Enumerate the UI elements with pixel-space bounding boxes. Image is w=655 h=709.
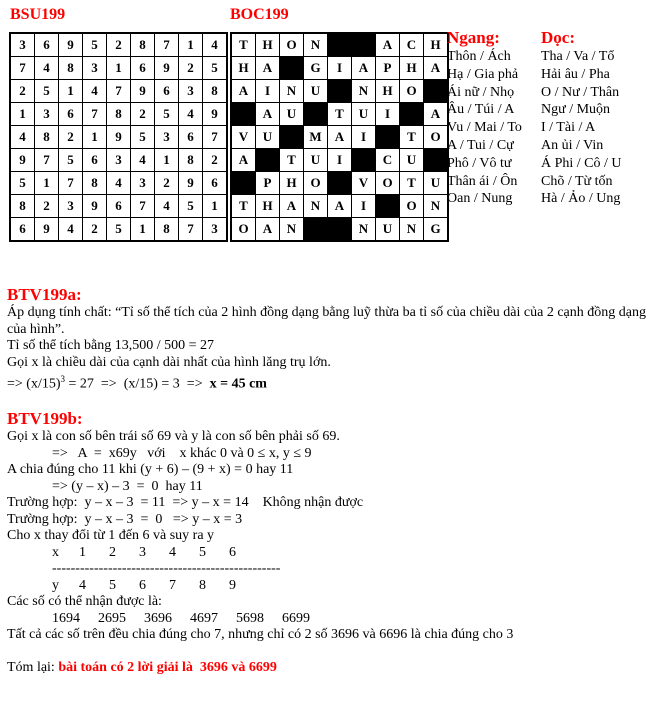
clue-down-item: Tha / Va / Tổ (541, 49, 615, 64)
crossword-cell: T (400, 172, 424, 195)
sudoku-cell: 4 (59, 218, 83, 242)
sudoku-cell: 4 (10, 126, 35, 149)
sudoku-cell: 3 (203, 218, 228, 242)
sudoku-cell: 2 (179, 57, 203, 80)
btv-a-line: Gọi x là chiều dài của cạnh dài nhất của hình lăng trụ lớn. (7, 354, 331, 370)
clue-down-item: Á Phi / Cô / U (541, 155, 622, 171)
sudoku-cell: 4 (83, 80, 107, 103)
sudoku-cell: 4 (179, 103, 203, 126)
sudoku-cell: 3 (179, 80, 203, 103)
crossword-black-cell (424, 149, 449, 172)
crossword-black-cell (256, 149, 280, 172)
x-values-row (7, 545, 647, 562)
crossword-cell: G (424, 218, 449, 242)
clue-down-item: An ủi / Vin (541, 137, 604, 153)
sudoku-cell: 3 (59, 195, 83, 218)
crossword-cell: H (280, 172, 304, 195)
sudoku-cell: 3 (107, 149, 131, 172)
clues-across-title: Ngang: (447, 28, 500, 47)
crossword-row (231, 103, 448, 126)
crossword-cell: H (376, 80, 400, 103)
crossword-cell: M (304, 126, 328, 149)
btv-b-line: Tất cả các số trên đều chia đúng cho 7, nhưng chỉ có 2 số 3696 và 6696 là chia đúng cho 3 (7, 627, 514, 642)
crossword-cell: T (400, 126, 424, 149)
sudoku-cell: 9 (35, 218, 59, 242)
sudoku-cell: 8 (179, 149, 203, 172)
clue-across-item: Thân ái / Ôn (447, 173, 518, 189)
crossword-cell: I (328, 57, 352, 80)
crossword-row (231, 218, 448, 242)
crossword-cell: A (231, 149, 256, 172)
clue-down-item: I / Tài / A (541, 120, 596, 136)
sudoku-row (10, 149, 227, 172)
crossword-cell: O (400, 195, 424, 218)
crossword-black-cell (328, 33, 352, 57)
btv-b-line: A chia đúng cho 11 khi (y + 6) – (9 + x) = 0 hay 11 (7, 462, 294, 477)
crossword-row (231, 33, 448, 57)
sudoku-cell: 3 (35, 103, 59, 126)
sudoku-cell: 3 (155, 126, 179, 149)
candidate-number: 4697 (190, 610, 218, 626)
btv-a-section (7, 285, 647, 393)
crossword-cell: N (280, 218, 304, 242)
sudoku-row (10, 103, 227, 126)
crossword-cell: U (304, 149, 328, 172)
crossword-cell: A (424, 103, 449, 126)
crossword-cell: P (376, 57, 400, 80)
clue-across-item: Hạ / Gia phả (447, 66, 519, 82)
sudoku-cell: 7 (155, 33, 179, 57)
sudoku-row (10, 218, 227, 242)
summary-answer: bài toán có 2 lời giải là 3696 và 6699 (58, 659, 277, 675)
y-value: 4 (79, 577, 86, 593)
crossword-black-cell (304, 103, 328, 126)
clue-across-item: Ái nữ / Nhọ (447, 84, 515, 100)
sudoku-cell: 1 (131, 218, 155, 242)
sudoku-cell: 3 (83, 57, 107, 80)
crossword-black-cell (328, 172, 352, 195)
sudoku-cell: 1 (10, 103, 35, 126)
y-value: 8 (199, 577, 206, 593)
sudoku-cell: 4 (203, 33, 228, 57)
sudoku-cell: 7 (107, 80, 131, 103)
clue-down-item: Chõ / Từ tốn (541, 173, 613, 189)
crossword-cell: C (400, 33, 424, 57)
crossword-row (231, 57, 448, 80)
crossword-cell: A (231, 80, 256, 103)
clue-across-item: Oan / Nung (447, 191, 513, 207)
crossword-cell: U (280, 103, 304, 126)
crossword-cell: O (376, 172, 400, 195)
btv-b-line: => (y – x) – 3 = 0 hay 11 (52, 478, 203, 494)
x-value: 4 (169, 544, 176, 560)
crossword-cell: U (352, 103, 376, 126)
sudoku-cell: 6 (83, 149, 107, 172)
crossword-black-cell (328, 218, 352, 242)
clues-down-title: Dọc: (541, 28, 575, 47)
crossword-grid (230, 32, 449, 242)
crossword-black-cell (376, 126, 400, 149)
crossword-cell: H (424, 33, 449, 57)
crossword-cell: N (352, 80, 376, 103)
x-value: 5 (199, 544, 206, 560)
sudoku-cell: 7 (10, 57, 35, 80)
sudoku-cell: 8 (10, 195, 35, 218)
clue-down-item: Ngư / Muộn (541, 102, 611, 118)
crossword-cell: I (352, 195, 376, 218)
crossword-black-cell (424, 80, 449, 103)
crossword-cell: O (280, 33, 304, 57)
crossword-cell: A (424, 57, 449, 80)
candidate-number: 1694 (52, 610, 80, 626)
answer-a: x = 45 cm (209, 376, 267, 392)
sudoku-cell: 9 (179, 172, 203, 195)
crossword-black-cell (304, 218, 328, 242)
sudoku-cell: 5 (131, 126, 155, 149)
sudoku-cell: 5 (10, 172, 35, 195)
crossword-cell: P (256, 172, 280, 195)
crossword-title: BOC199 (230, 6, 289, 23)
crossword-black-cell (352, 149, 376, 172)
crossword-cell: V (231, 126, 256, 149)
crossword-black-cell (376, 195, 400, 218)
sudoku-cell: 6 (35, 33, 59, 57)
sudoku-cell: 4 (107, 172, 131, 195)
sudoku-cell: 7 (179, 218, 203, 242)
crossword-cell: H (231, 57, 256, 80)
crossword-black-cell (231, 103, 256, 126)
crossword-black-cell (280, 57, 304, 80)
btv-b-line: Cho x thay đổi từ 1 đến 6 và suy ra y (7, 528, 215, 543)
divider-dashes: ------------------------------------------------- (52, 561, 281, 576)
crossword-cell: U (424, 172, 449, 195)
crossword-cell: A (376, 33, 400, 57)
sudoku-cell: 1 (107, 57, 131, 80)
sudoku-cell: 8 (155, 218, 179, 242)
x-value: 1 (79, 544, 86, 560)
crossword-cell: H (256, 33, 280, 57)
crossword-cell: N (424, 195, 449, 218)
crossword-cell: N (304, 33, 328, 57)
clue-across-item: Âu / Túi / A (447, 102, 515, 118)
sudoku-cell: 2 (35, 195, 59, 218)
y-value: 7 (169, 577, 176, 593)
sudoku-row (10, 172, 227, 195)
clue-down-item: Hải âu / Pha (541, 66, 610, 82)
clue-down-item: Hà / Ảo / Ung (541, 191, 621, 207)
crossword-cell: A (280, 195, 304, 218)
sudoku-cell: 7 (35, 149, 59, 172)
sudoku-cell: 2 (155, 172, 179, 195)
crossword-cell: A (328, 195, 352, 218)
crossword-cell: A (256, 103, 280, 126)
sudoku-cell: 2 (203, 149, 228, 172)
sudoku-cell: 6 (203, 172, 228, 195)
btv-b-line: Gọi x là con số bên trái số 69 và y là con số bên phải số 69. (7, 429, 340, 444)
btv-a-line: Áp dụng tính chất: “Tỉ số thể tích của 2 hình đồng dạng bằng luỹ thừa ba tỉ số của chiều dài của 2 cạnh đồng dạng của hình”. (7, 305, 646, 337)
sudoku-cell: 2 (59, 126, 83, 149)
crossword-black-cell (352, 33, 376, 57)
clues-down (541, 28, 622, 208)
sudoku-cell: 6 (107, 195, 131, 218)
sudoku-cell: 8 (35, 126, 59, 149)
sudoku-cell: 3 (131, 172, 155, 195)
btv-b-line: Trường hợp: y – x – 3 = 11 => y – x = 14 Không nhận được (7, 495, 364, 510)
sudoku-cell: 7 (59, 172, 83, 195)
crossword-cell: I (376, 103, 400, 126)
btv-a-conclusion (7, 371, 647, 393)
clue-across-item: Phô / Vô tư (447, 155, 512, 171)
candidate-number: 3696 (144, 610, 172, 626)
crossword-black-cell (400, 103, 424, 126)
sudoku-cell: 6 (155, 80, 179, 103)
sudoku-cell: 5 (179, 195, 203, 218)
crossword-cell: V (352, 172, 376, 195)
crossword-cell: U (400, 149, 424, 172)
crossword-cell: O (304, 172, 328, 195)
y-value: 6 (139, 577, 146, 593)
sudoku-grid (9, 32, 228, 242)
sudoku-cell: 5 (35, 80, 59, 103)
btv-b-section (7, 409, 647, 676)
sudoku-row (10, 33, 227, 57)
sudoku-row (10, 195, 227, 218)
sudoku-cell: 8 (83, 172, 107, 195)
sudoku-cell: 9 (203, 103, 228, 126)
btv-b-line: Trường hợp: y – x – 3 = 0 => y – x = 3 (7, 511, 243, 527)
sudoku-cell: 6 (179, 126, 203, 149)
crossword-cell: U (304, 80, 328, 103)
crossword-cell: U (376, 218, 400, 242)
candidate-number: 2695 (98, 610, 126, 626)
crossword-cell: O (400, 80, 424, 103)
formula-exponent: 3 (60, 374, 66, 384)
crossword-row (231, 172, 448, 195)
sudoku-cell: 5 (83, 33, 107, 57)
crossword-cell: I (328, 149, 352, 172)
sudoku-cell: 1 (35, 172, 59, 195)
candidate-numbers (7, 611, 647, 628)
crossword-cell: O (424, 126, 449, 149)
y-value: 9 (229, 577, 236, 593)
sudoku-cell: 1 (179, 33, 203, 57)
btv-b-line: Các số có thể nhận được là: (7, 594, 162, 609)
clues-across (447, 28, 522, 208)
crossword-cell: I (256, 80, 280, 103)
sudoku-row (10, 126, 227, 149)
clue-across-item: A / Tui / Cự (447, 137, 514, 153)
sudoku-cell: 4 (131, 149, 155, 172)
crossword-black-cell (280, 126, 304, 149)
crossword-cell: U (256, 126, 280, 149)
sudoku-cell: 9 (107, 126, 131, 149)
sudoku-cell: 5 (155, 103, 179, 126)
sudoku-cell: 6 (10, 218, 35, 242)
sudoku-cell: 8 (131, 33, 155, 57)
sudoku-cell: 2 (107, 33, 131, 57)
sudoku-cell: 8 (203, 80, 228, 103)
crossword-cell: I (352, 126, 376, 149)
sudoku-cell: 7 (203, 126, 228, 149)
sudoku-cell: 9 (59, 33, 83, 57)
sudoku-title: BSU199 (10, 6, 66, 23)
formula-part: = 27 => (x/15) = 3 => (65, 376, 210, 392)
y-values-row (7, 578, 647, 595)
sudoku-cell: 6 (131, 57, 155, 80)
y-value: 5 (109, 577, 116, 593)
sudoku-row (10, 57, 227, 80)
sudoku-cell: 8 (59, 57, 83, 80)
x-value: 2 (109, 544, 116, 560)
crossword-cell: N (352, 218, 376, 242)
sudoku-cell: 1 (83, 126, 107, 149)
sudoku-cell: 3 (10, 33, 35, 57)
y-value: y (52, 577, 59, 593)
clue-down-item: O / Nư / Thân (541, 84, 620, 100)
crossword-cell: C (376, 149, 400, 172)
crossword-cell: A (328, 126, 352, 149)
sudoku-cell: 2 (83, 218, 107, 242)
formula-part: => (x/15) (7, 376, 61, 392)
sudoku-cell: 5 (59, 149, 83, 172)
btv-a-line: Tỉ số thể tích bằng 13,500 / 500 = 27 (7, 338, 214, 353)
sudoku-cell: 5 (203, 57, 228, 80)
sudoku-cell: 9 (10, 149, 35, 172)
sudoku-row (10, 80, 227, 103)
sudoku-cell: 8 (107, 103, 131, 126)
sudoku-cell: 7 (83, 103, 107, 126)
summary-label: Tóm lại: (7, 659, 59, 675)
candidate-number: 6699 (282, 610, 310, 626)
crossword-cell: T (231, 195, 256, 218)
crossword-row (231, 195, 448, 218)
crossword-cell: T (231, 33, 256, 57)
candidate-number: 5698 (236, 610, 264, 626)
sudoku-cell: 2 (131, 103, 155, 126)
btv-a-title: BTV199a: (7, 285, 82, 304)
sudoku-cell: 9 (131, 80, 155, 103)
crossword-cell: N (280, 80, 304, 103)
sudoku-cell: 1 (59, 80, 83, 103)
sudoku-cell: 6 (59, 103, 83, 126)
crossword-cell: T (328, 103, 352, 126)
crossword-row (231, 149, 448, 172)
sudoku-cell: 2 (10, 80, 35, 103)
sudoku-cell: 5 (107, 218, 131, 242)
clue-across-item: Vu / Mai / To (447, 120, 522, 136)
sudoku-cell: 4 (35, 57, 59, 80)
x-value: 3 (139, 544, 146, 560)
crossword-cell: N (304, 195, 328, 218)
crossword-cell: A (256, 218, 280, 242)
crossword-cell: N (400, 218, 424, 242)
crossword-cell: G (304, 57, 328, 80)
crossword-cell: H (256, 195, 280, 218)
crossword-cell: A (352, 57, 376, 80)
crossword-black-cell (328, 80, 352, 103)
crossword-row (231, 126, 448, 149)
crossword-cell: H (400, 57, 424, 80)
sudoku-cell: 7 (131, 195, 155, 218)
crossword-cell: T (280, 149, 304, 172)
sudoku-cell: 4 (155, 195, 179, 218)
btv-b-title: BTV199b: (7, 409, 83, 428)
crossword-black-cell (231, 172, 256, 195)
crossword-cell: O (231, 218, 256, 242)
crossword-cell: A (256, 57, 280, 80)
sudoku-cell: 1 (155, 149, 179, 172)
clue-across-item: Thôn / Ách (447, 49, 511, 64)
x-value: 6 (229, 544, 236, 560)
crossword-row (231, 80, 448, 103)
sudoku-cell: 1 (203, 195, 228, 218)
sudoku-cell: 9 (155, 57, 179, 80)
summary (7, 660, 647, 677)
btv-b-line: => A = x69y với x khác 0 và 0 ≤ x, y ≤ 9 (52, 445, 312, 461)
sudoku-cell: 9 (83, 195, 107, 218)
x-value: x (52, 544, 59, 560)
